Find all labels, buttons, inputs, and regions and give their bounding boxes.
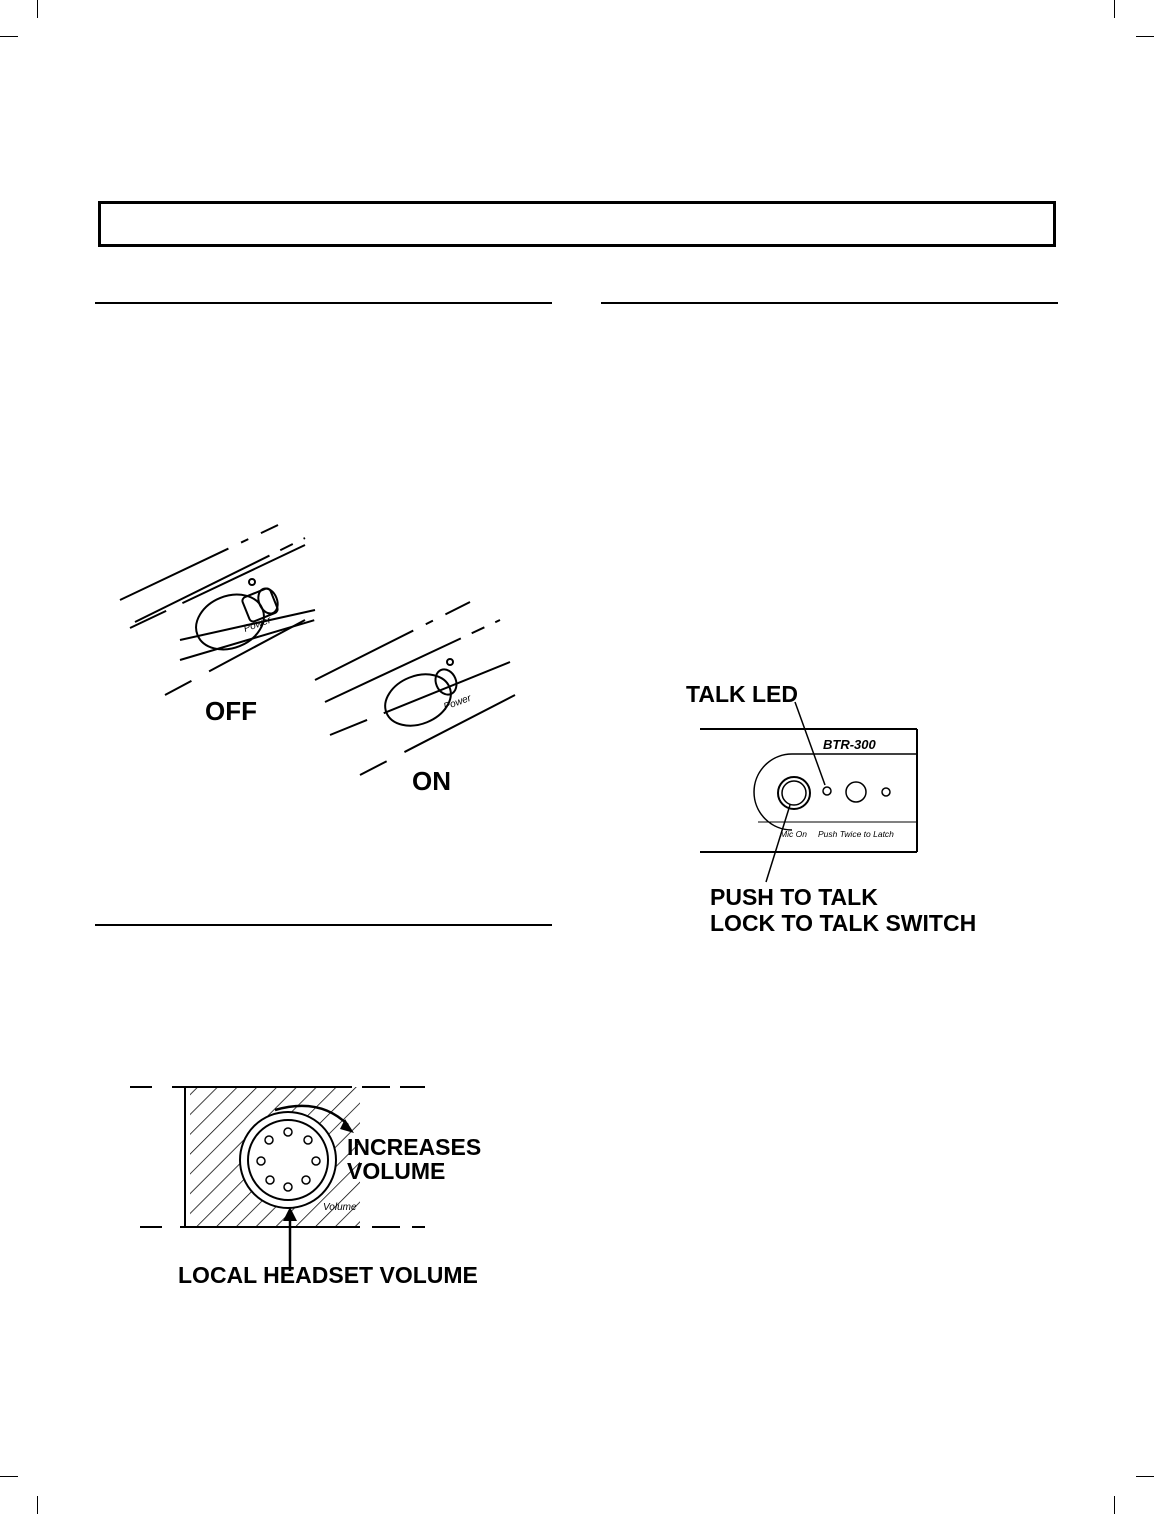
crop-mark-bottom-left-v bbox=[37, 1496, 38, 1514]
section-rule-left-bottom bbox=[95, 924, 552, 926]
crop-mark-bottom-right-h bbox=[1136, 1476, 1154, 1477]
crop-mark-top-right-h bbox=[1136, 36, 1154, 37]
off-label: OFF bbox=[205, 696, 257, 726]
crop-mark-bottom-left-h bbox=[0, 1476, 18, 1477]
mic-on-label: Mic On bbox=[780, 829, 807, 839]
power-switch-figure bbox=[100, 510, 540, 810]
section-rule-left-top bbox=[95, 302, 552, 304]
crop-mark-bottom-right-v bbox=[1114, 1496, 1115, 1514]
on-label: ON bbox=[412, 766, 451, 796]
local-headset-volume-caption: LOCAL HEADSET VOLUME bbox=[178, 1262, 478, 1288]
power-panel-label-off: Power bbox=[242, 614, 273, 635]
volume-knob-label: Volume bbox=[323, 1202, 357, 1213]
increases-volume-line1: INCREASES bbox=[347, 1134, 482, 1160]
section-rule-right-top bbox=[601, 302, 1058, 304]
crop-mark-top-right-v bbox=[1114, 0, 1115, 18]
model-name: BTR-300 bbox=[823, 737, 876, 752]
push-twice-label: Push Twice to Latch bbox=[818, 829, 894, 839]
lock-to-talk-label: LOCK TO TALK SWITCH bbox=[710, 910, 977, 936]
crop-mark-top-left-h bbox=[0, 36, 18, 37]
increases-volume-line2: VOLUME bbox=[347, 1158, 446, 1184]
title-box bbox=[98, 201, 1056, 247]
talk-switch-figure bbox=[680, 672, 990, 942]
push-to-talk-label: PUSH TO TALK bbox=[710, 884, 878, 910]
volume-knob-figure bbox=[130, 1075, 490, 1295]
talk-led-label: TALK LED bbox=[686, 681, 799, 707]
crop-mark-top-left-v bbox=[37, 0, 38, 18]
power-panel-label-on: Power bbox=[442, 692, 473, 713]
